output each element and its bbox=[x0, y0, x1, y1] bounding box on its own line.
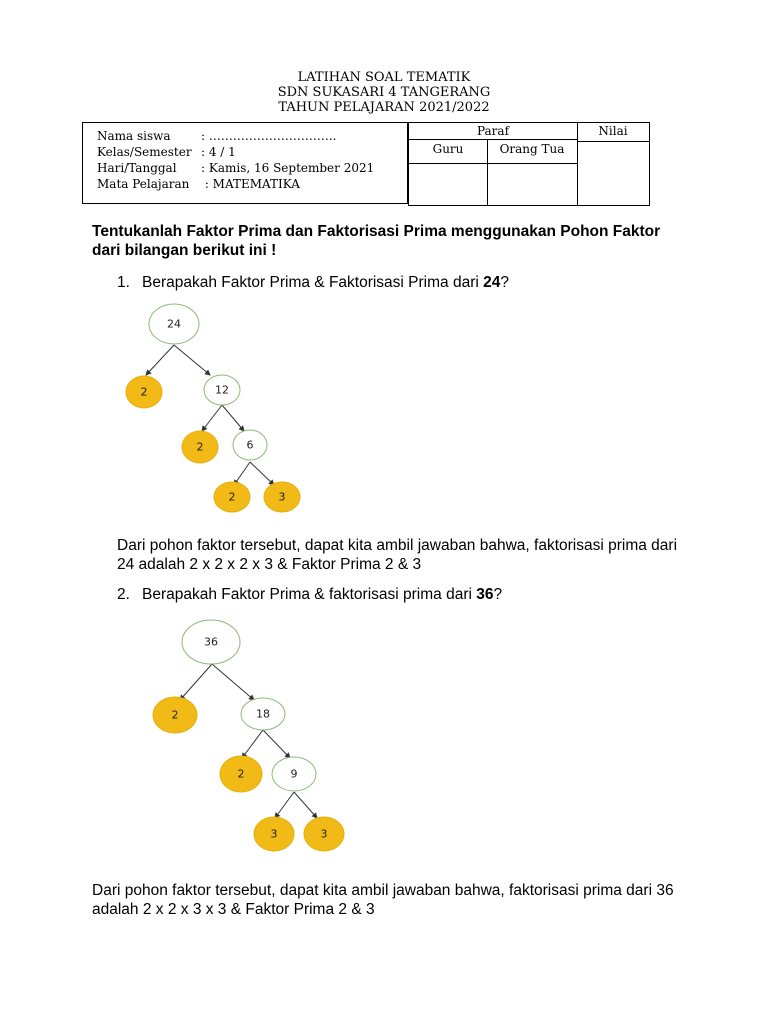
factor-tree-36 bbox=[140, 612, 370, 862]
student-info-box bbox=[82, 122, 408, 204]
hari-row bbox=[97, 161, 374, 175]
factor-tree-24 bbox=[110, 300, 340, 520]
header-year: TAHUN PELAJARAN 2021/2022 bbox=[278, 100, 490, 115]
tree-node-label: 2 bbox=[171, 708, 179, 722]
tree-edge bbox=[202, 405, 222, 431]
tree-node-label: 3 bbox=[278, 490, 286, 504]
kelas-label: Kelas/Semester bbox=[97, 145, 192, 159]
question-1 bbox=[117, 273, 509, 292]
divider-roles bbox=[409, 163, 577, 164]
question-2-value: 36 bbox=[476, 586, 494, 603]
question-2-text: Berapakah Faktor Prima & faktorisasi prima dari bbox=[142, 586, 477, 603]
guru-label: Guru bbox=[432, 142, 464, 156]
orang-tua-label: Orang Tua bbox=[499, 142, 565, 156]
tree-edge bbox=[250, 462, 274, 485]
answer-2: Dari pohon faktor tersebut, dapat kita ambil jawaban bahwa, faktorisasi prima dari 36 adalah 2 x 2 x 3 x 3 & Faktor Prima 2 & 3 bbox=[92, 882, 674, 918]
tree-node-label: 2 bbox=[228, 490, 236, 504]
tree-node-label: 2 bbox=[237, 767, 245, 781]
tree-edge bbox=[222, 405, 244, 431]
hari-value: : Kamis, 16 September 2021 bbox=[201, 161, 375, 175]
tree-node-label: 3 bbox=[320, 827, 328, 841]
tree-edge bbox=[180, 664, 212, 700]
paraf-label: Paraf bbox=[476, 124, 510, 138]
nilai-label: Nilai bbox=[598, 124, 628, 138]
question-1-number: 1. bbox=[117, 274, 130, 291]
tree-edge bbox=[234, 462, 250, 485]
mapel-label: Mata Pelajaran bbox=[97, 177, 190, 191]
header-title: LATIHAN SOAL TEMATIK bbox=[297, 70, 471, 85]
tree-node-label: 24 bbox=[167, 317, 181, 331]
kelas-value: : 4 / 1 bbox=[201, 145, 236, 159]
signature-table bbox=[408, 122, 650, 206]
divider-nilai-head bbox=[577, 141, 649, 142]
tree-edge bbox=[212, 664, 254, 700]
header-school: SDN SUKASARI 4 TANGERANG bbox=[277, 85, 491, 100]
kelas-row bbox=[97, 145, 236, 159]
tree-edge bbox=[275, 792, 294, 818]
tree-node-label: 2 bbox=[196, 440, 204, 454]
nama-value: : ………………………….. bbox=[201, 129, 337, 143]
tree-node-label: 3 bbox=[270, 827, 278, 841]
tree-node-label: 6 bbox=[246, 438, 254, 452]
question-1-text: Berapakah Faktor Prima & Faktorisasi Prima dari bbox=[142, 274, 484, 291]
tree-node-label: 36 bbox=[204, 635, 218, 649]
question-2 bbox=[117, 585, 502, 604]
question-1-value: 24 bbox=[483, 274, 501, 291]
tree-node-label: 12 bbox=[215, 383, 229, 397]
question-2-number: 2. bbox=[117, 586, 130, 603]
document-header bbox=[0, 70, 768, 115]
nama-label: Nama siswa bbox=[97, 129, 171, 143]
hari-label: Hari/Tanggal bbox=[97, 161, 177, 175]
instructions: Tentukanlah Faktor Prima dan Faktorisasi Prima menggunakan Pohon Faktor dari bilangan berikut ini ! bbox=[92, 223, 661, 259]
mapel-row bbox=[97, 177, 300, 191]
mapel-value: : MATEMATIKA bbox=[204, 177, 300, 191]
tree-node-label: 2 bbox=[140, 385, 148, 399]
tree-edge bbox=[146, 345, 174, 375]
tree-edge bbox=[263, 730, 290, 758]
divider-paraf bbox=[409, 139, 577, 140]
nama-row bbox=[97, 129, 337, 143]
question-1-end: ? bbox=[500, 274, 509, 291]
answer-1: Dari pohon faktor tersebut, dapat kita ambil jawaban bahwa, faktorisasi prima dari 24 adalah 2 x 2 x 2 x 3 & Faktor Prima 2 & 3 bbox=[117, 537, 678, 573]
tree-node-label: 9 bbox=[290, 767, 298, 781]
tree-edge bbox=[242, 730, 263, 758]
question-2-end: ? bbox=[493, 586, 503, 603]
tree-edge bbox=[174, 345, 210, 375]
tree-node-label: 18 bbox=[256, 707, 270, 721]
tree-edge bbox=[294, 792, 317, 818]
